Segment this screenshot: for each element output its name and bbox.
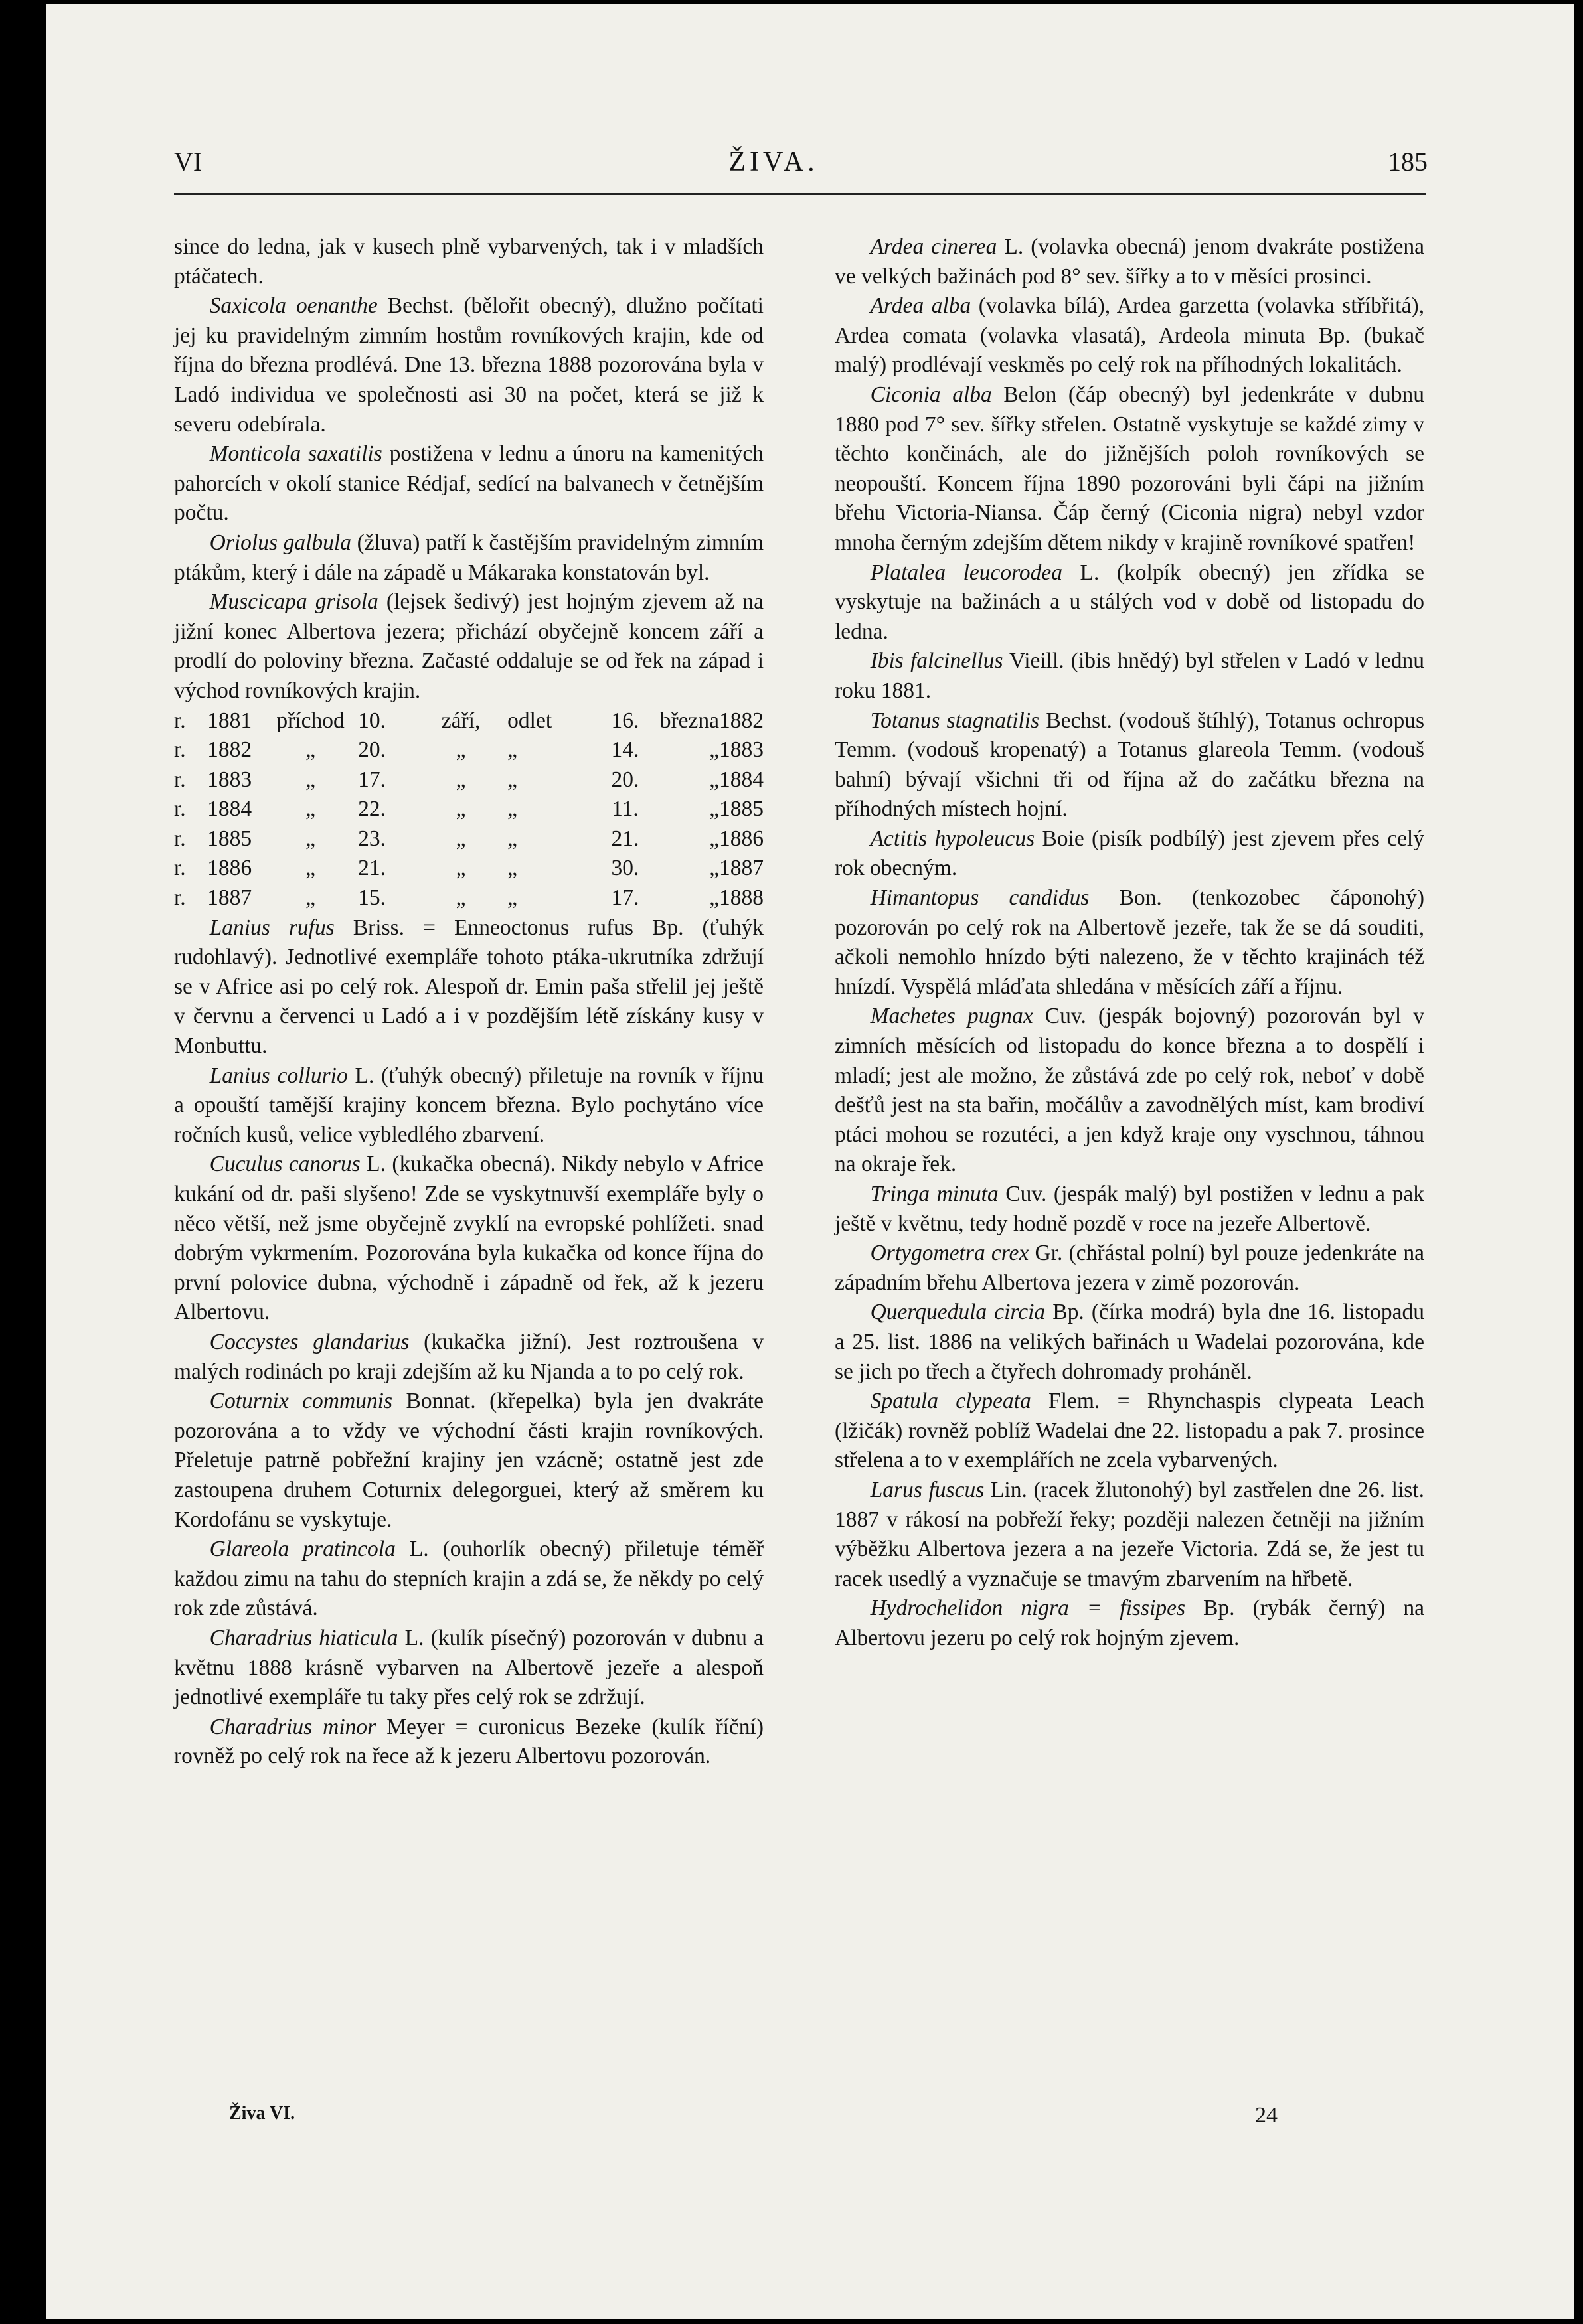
table-cell: r. <box>174 737 186 763</box>
paragraph <box>835 706 1424 824</box>
left-column <box>174 232 764 1772</box>
table-cell: „ <box>305 856 316 881</box>
migration-table <box>174 706 764 913</box>
paragraph <box>835 1298 1424 1387</box>
table-cell: „ <box>507 856 518 881</box>
table-cell: 1884 <box>719 767 764 792</box>
paragraph <box>835 558 1424 647</box>
volume-number: VI <box>174 147 203 177</box>
paragraph-text: Bechst. (vodouš štíhlý), Totanus ochropus Temm. (vodouš kropenatý) a Totanus glareola Temm. (vodouš bahní) bývají všichni tři od října až do začátku března na příhodných místech hojní. <box>835 708 1425 822</box>
footer-sheet-number: 24 <box>1255 2103 1278 2128</box>
species-name: Querquedula circia <box>870 1300 1046 1325</box>
table-cell: 1888 <box>719 886 764 911</box>
left-paragraphs-after <box>174 913 764 1772</box>
table-cell: „ <box>305 886 316 911</box>
table-cell: „ <box>709 797 719 822</box>
paragraph <box>174 439 764 528</box>
paragraph-text: L. (ťuhýk obecný) přiletuje na rovník v říjnu a opouští tamější krajiny koncem března. Bylo pochytáno více ročních kusů, velice vybledlého zbarvení. <box>174 1063 764 1147</box>
table-cell: „ <box>507 767 518 792</box>
species-name: Ibis falcinellus <box>870 649 1003 674</box>
page-number: 185 <box>1388 147 1428 177</box>
paragraph-text: Meyer = curonicus Bezeke (kulík říční) rovněž po celý rok na řece až k jezeru Albertovu pozorován. <box>174 1714 764 1769</box>
table-cell: 11. <box>612 797 639 822</box>
species-name: Coccystes glandarius <box>209 1329 410 1354</box>
table-cell: r. <box>174 797 186 822</box>
paragraph <box>835 380 1424 558</box>
header-rule <box>174 193 1426 195</box>
paragraph <box>174 1535 764 1624</box>
paragraph <box>835 1239 1424 1298</box>
table-cell: r. <box>174 886 186 911</box>
species-name: Saxicola oenanthe <box>209 293 378 319</box>
species-name: Ciconia alba <box>870 382 992 407</box>
table-cell: „ <box>507 886 518 911</box>
table-cell: 1883 <box>207 767 252 792</box>
table-row <box>174 824 764 854</box>
journal-title: ŽIVA. <box>728 147 819 177</box>
table-cell: r. <box>174 856 186 881</box>
species-name: Hydrochelidon nigra = fissipes <box>870 1596 1186 1621</box>
species-name: Larus fuscus <box>870 1477 985 1502</box>
table-row <box>174 736 764 765</box>
table-cell: března <box>659 708 719 733</box>
paragraph-text: (kukačka jižní). Jest roztroušena v malých rodinách po kraji zdejším až ku Njanda a to po celý rok. <box>174 1329 764 1384</box>
table-cell: 17. <box>611 886 639 911</box>
table-cell: příchod <box>276 708 345 733</box>
table-cell: 20. <box>611 767 639 792</box>
paragraph-text: L. (kulík písečný) pozorován v dubnu a květnu 1888 krásně vybarven na Albertově jezeře a alespoň jednotlivé exempláře tu taky přes celý rok se zdržují. <box>174 1625 764 1710</box>
paragraph <box>835 1594 1424 1653</box>
table-cell: r. <box>174 826 186 851</box>
paragraph <box>835 1387 1424 1476</box>
paragraph <box>835 291 1424 380</box>
table-cell: „ <box>456 826 466 851</box>
paragraph-text: (volavka bílá), Ardea garzetta (volavka stříbřitá), Ardea comata (volavka vlasatá), Ardeola minuta Bp. (bukač malý) prodlévají veskměs po celý rok na příhodných lokalitách. <box>835 293 1424 378</box>
paragraph-text: L. (kukačka obecná). Nikdy nebylo v Africe kukání od dr. paši slyšeno! Zde se vyskytnuvší exempláře byly o něco větší, než jsme obyčejně zvyklí na evropské pohlížeti. snad dobrým vykrmením. Pozorována byla kukačka od konce října do první polovice dubna, východně i západně od řek, až k jezeru Albertovu. <box>174 1152 764 1325</box>
table-cell: „ <box>456 886 466 911</box>
species-name: Machetes pugnax <box>870 1004 1033 1029</box>
table-cell: „ <box>709 767 719 792</box>
species-name: Totanus stagnatilis <box>870 708 1040 733</box>
table-row <box>174 854 764 884</box>
left-paragraphs <box>174 232 764 706</box>
table-cell: září, <box>441 708 481 733</box>
table-cell: 1882 <box>207 737 252 763</box>
paragraph <box>835 884 1424 1002</box>
table-cell: „ <box>456 797 466 822</box>
paragraph <box>174 528 764 587</box>
table-cell: odlet <box>507 708 552 733</box>
species-name: Lanius collurio <box>209 1063 348 1088</box>
table-cell: „ <box>305 826 316 851</box>
paragraph-text: L. (volavka obecná) jenom dvakráte postižena ve velkých bažinách pod 8° sev. šířky a to v měsíci prosinci. <box>835 234 1424 289</box>
species-name: Ardea cinerea <box>870 234 997 259</box>
table-cell: „ <box>507 826 518 851</box>
species-name: Himantopus candidus <box>870 886 1090 911</box>
paragraph-text: Bp. (rybák černý) na Albertovu jezeru po celý rok hojným zjevem. <box>835 1596 1424 1650</box>
species-name: Lanius rufus <box>209 915 335 940</box>
paragraph-text: postižena v lednu a únoru na kamenitých pahorcích v okolí stanice Rédjaf, sedící na balvanech v četnějším počtu. <box>174 441 764 526</box>
table-cell: 1885 <box>207 826 252 851</box>
table-row <box>174 765 764 795</box>
table-row <box>174 884 764 913</box>
table-row <box>174 706 764 736</box>
paragraph-text: Boie (pisík podbílý) jest zjevem přes celý rok obecným. <box>835 826 1424 881</box>
table-cell: 1883 <box>719 737 764 763</box>
table-cell: „ <box>456 767 466 792</box>
paragraph-text: Belon (čáp obecný) byl jedenkráte v dubnu 1880 pod 7° sev. šířky střelen. Ostatně vyskytuje se každé zimy v těchto končinách, ale do jižnějších poloh rovníkových se neopouští. Koncem října 1890 pozorováni byli čápi na jižním břehu Victoria-Niansa. Čáp černý (Ciconia nigra) nebyl vzdor mnoha černým zdejším dětem nikdy v krajině rovníkové spatřen! <box>835 382 1424 555</box>
table-cell: „ <box>456 856 466 881</box>
paragraph-text: Cuv. (jespák malý) byl postižen v lednu a pak ještě v květnu, tedy hodně pozdě v roce na jezeře Albertově. <box>835 1182 1424 1236</box>
paragraph <box>174 1150 764 1328</box>
species-name: Actitis hypoleucus <box>870 826 1035 851</box>
paragraph <box>174 587 764 706</box>
right-column <box>835 232 1424 1654</box>
paragraph <box>835 232 1424 291</box>
paragraph-text: (lejsek šedivý) jest hojným zjevem až na jižní konec Albertova jezera; přichází obyčejně koncem září a prodlí do poloviny března. Začasté oddaluje se od řek na západ i východ rovníkových krajin. <box>174 589 764 703</box>
species-name: Spatula clypeata <box>870 1389 1031 1414</box>
species-name: Ortygometra crex <box>870 1241 1029 1266</box>
table-cell: 21. <box>611 826 639 851</box>
paragraph <box>835 1002 1424 1180</box>
paragraph-text: Gr. (chřástal polní) byl pouze jedenkráte na západním břehu Albertova jezera v zimě pozorován. <box>835 1241 1424 1295</box>
paragraph <box>174 291 764 439</box>
species-name: Muscicapa grisola <box>209 589 378 615</box>
table-cell: „ <box>709 826 719 851</box>
table-cell: 10. <box>358 708 386 733</box>
footer-signature: Živa VI. <box>229 2103 295 2124</box>
table-cell: „ <box>305 767 316 792</box>
paragraph-text: Bp. (čírka modrá) byla dne 16. listopadu a 25. list. 1886 na velikých bařinách u Wadelai pozorována, kde se jich po třech a čtyřech dohromady proháněl. <box>835 1300 1424 1384</box>
table-cell: „ <box>507 737 518 763</box>
table-cell: „ <box>709 737 719 763</box>
species-name: Tringa minuta <box>870 1182 999 1206</box>
species-name: Cuculus canorus <box>209 1152 361 1177</box>
paragraph <box>174 1713 764 1772</box>
page-header <box>120 146 1428 193</box>
table-cell: „ <box>709 856 719 881</box>
table-cell: 1886 <box>207 856 252 881</box>
paragraph-text: L. (kolpík obecný) jen zřídka se vyskytuje na bažinách a u stálých vod v době od listopadu do ledna. <box>835 560 1424 644</box>
table-cell: 15. <box>358 886 386 911</box>
paragraph-text: Vieill. (ibis hnědý) byl střelen v Ladó v lednu roku 1881. <box>835 649 1424 703</box>
paragraph-text: Bechst. (bělořit obecný), dlužno počítati jej ku pravidelným zimním hostům rovníkových krajin, kde od října do března prodlévá. Dne 13. března 1888 pozorována byla v Ladó individua ve společnosti asi 30 na počet, která se již k severu odebírala. <box>174 293 764 437</box>
table-cell: 16. <box>611 708 639 733</box>
paragraph <box>174 1328 764 1387</box>
table-cell: 1881 <box>207 708 252 733</box>
table-cell: 1887 <box>207 886 252 911</box>
paragraph <box>174 1624 764 1713</box>
table-cell: „ <box>305 797 316 822</box>
table-cell: „ <box>305 737 316 763</box>
paragraph-text: Bonnat. (křepelka) byla jen dvakráte pozorována a to vždy ve východní části krajin rovníkových. Přeletuje patrně pobřežní krajiny jen vzácně; ostatně jest zde zastoupena druhem Coturnix delegorguei, který až směrem ku Kordofánu se vyskytuje. <box>174 1389 764 1532</box>
paragraph-text: Briss. = Enneoctonus rufus Bp. (ťuhýk rudohlavý). Jednotlivé exempláře tohoto ptáka-ukrutníka zdržují se v Africe asi po celý rok. Alespoň dr. Emin paša střelil jej ještě v červnu a červenci u Ladó a i v pozdějším létě získány kusy v Monbuttu. <box>174 915 764 1059</box>
paragraph <box>174 1061 764 1150</box>
table-cell: r. <box>174 767 186 792</box>
species-name: Charadrius hiaticula <box>209 1625 398 1650</box>
paragraph <box>835 824 1424 884</box>
table-cell: 1887 <box>719 856 764 881</box>
species-name: Glareola pratincola <box>209 1537 396 1562</box>
table-cell: 21. <box>358 856 386 881</box>
table-cell: „ <box>456 737 466 763</box>
table-cell: „ <box>507 797 518 822</box>
table-cell: 20. <box>358 737 386 763</box>
species-name: Coturnix communis <box>209 1389 393 1414</box>
paragraph <box>174 913 764 1061</box>
paragraph <box>835 1476 1424 1594</box>
right-paragraphs <box>835 232 1424 1654</box>
table-cell: 22. <box>358 797 386 822</box>
paragraph-text: Bon. (tenkozobec čáponohý) pozorován po celý rok na Albertově jezeře, tak že se dá souditi, ačkoli nemohlo hnízdo býti nalezeno, že v těchto krajinách též hnízdí. Vyspělá mláďata shledána v měsících září a říjnu. <box>835 886 1424 999</box>
table-cell: 14. <box>611 737 639 763</box>
paragraph: since do ledna, jak v kusech plně vybarvených, tak i v mladších ptáčatech. <box>174 234 764 289</box>
paragraph-text: Lin. (racek žlutonohý) byl zastřelen dne 26. list. 1887 v rákosí na pobřeží řeky; později nalezen četněji na jižním výběžku Albertova jezera a na jezeře Victoria. Zdá se, že jest tu racek usedlý a vyznačuje se tmavým zbarvením na hřbetě. <box>835 1477 1424 1591</box>
table-cell: 17. <box>358 767 386 792</box>
table-cell: 1885 <box>719 797 764 822</box>
paragraph <box>835 1180 1424 1239</box>
table-cell: 1884 <box>207 797 252 822</box>
table-cell: 30. <box>611 856 639 881</box>
species-name: Platalea leucorodea <box>870 560 1063 585</box>
table-cell: „ <box>709 886 719 911</box>
species-name: Ardea alba <box>870 293 971 319</box>
paragraph <box>174 1387 764 1535</box>
paragraph-text: Cuv. (jespák bojovný) pozorován byl v zimních měsících od listopadu do konce března a to dospělí i mladí; jest ale možno, že zůstává zde po celý rok, neboť v době dešťů jest na sta bařin, močálův a zavodnělých míst, kam brodiví ptáci mohou se rozutéci, a jen když kraje ony vyschnou, táhnou na okraje řek. <box>835 1004 1424 1177</box>
table-cell: 1886 <box>719 826 764 851</box>
table-cell: 1882 <box>719 708 764 733</box>
paragraph-text: Flem. = Rhynchaspis clypeata Leach (lžičák) rovněž poblíž Wadelai dne 22. listopadu a pak 7. prosince střelena a to v exemplářích ne zcela vybarvených. <box>835 1389 1424 1473</box>
species-name: Charadrius minor <box>209 1714 376 1739</box>
paragraph-text: (žluva) patří k častějším pravidelným zimním ptákům, který i dále na západě u Mákaraka konstatován byl. <box>174 530 764 585</box>
species-name: Oriolus galbula <box>209 530 351 555</box>
table-cell: r. <box>174 708 186 733</box>
species-name: Monticola saxatilis <box>209 441 382 467</box>
table-row <box>174 795 764 824</box>
paragraph-text: L. (ouhorlík obecný) přiletuje téměř každou zimu na tahu do stepních krajin a zdá se, že někdy po celý rok zde zůstává. <box>174 1537 764 1621</box>
paragraph <box>835 647 1424 706</box>
table-cell: 23. <box>358 826 386 851</box>
